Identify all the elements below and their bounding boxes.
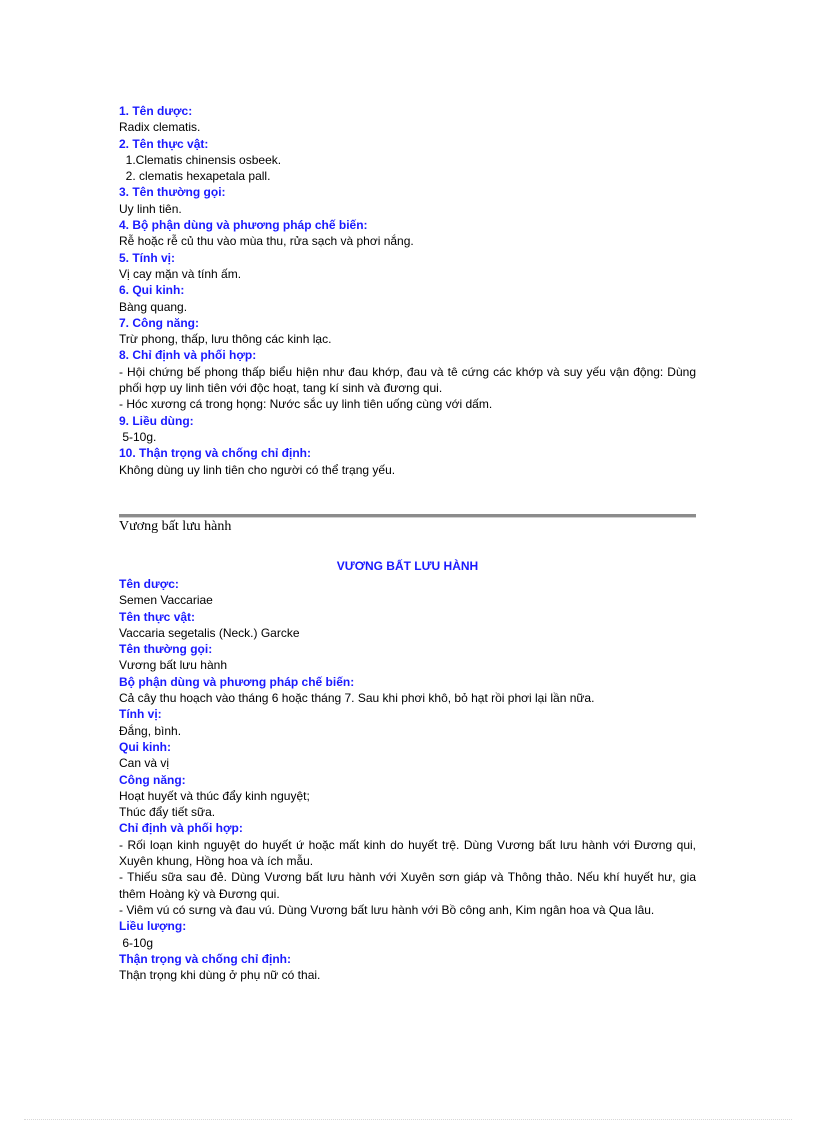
section-text: - Rối loạn kinh nguyệt do huyết ứ hoặc mất kinh do huyết trệ. Dùng Vương bất lưu hành với Đương qui, Xuyên khung, Hồng hoa và ích mẫu. [119,837,696,869]
section-text: Vị cay mặn và tính ấm. [119,266,242,281]
section-heading: Tên thường gọi: [119,642,213,657]
section-text: 5-10g. [119,429,157,444]
section-text: Uy linh tiên. [119,201,182,216]
section-heading: Liều lượng: [119,919,187,934]
section-text: Vaccaria segetalis (Neck.) Garcke [119,625,300,640]
section-heading: Tính vị: [119,707,162,722]
section-text: Rễ hoặc rễ củ thu vào mùa thu, rửa sạch và phơi nắng. [119,234,414,249]
section-heading: Thận trọng và chống chỉ định: [119,951,291,966]
section-heading: 8. Chỉ định và phối hợp: [119,348,257,363]
section-heading: 9. Liều dùng: [119,413,194,428]
section-text: Thận trọng khi dùng ở phụ nữ có thai. [119,968,321,983]
section-heading: Chỉ định và phối hợp: [119,821,243,836]
section-heading: Qui kinh: [119,739,171,754]
horizontal-rule [119,514,696,518]
section-heading: Tên thực vật: [119,609,196,624]
section-text: Cả cây thu hoạch vào tháng 6 hoặc tháng 7. Sau khi phơi khô, bỏ hạt rồi phơi lại lần nữa. [119,691,595,706]
section-heading: 5. Tính vị: [119,250,176,265]
section-text: Semen Vaccariae [119,593,213,608]
section-heading: 7. Công năng: [119,315,199,330]
section-heading: 1. Tên dược: [119,104,193,118]
section-heading: 10. Thận trọng và chống chỉ định: [119,446,312,461]
section-text: Hoạt huyết và thúc đẩy kinh nguyệt; [119,788,310,803]
section-text: Không dùng uy linh tiên cho người có thể trạng yếu. [119,462,396,477]
section-text: Radix clematis. [119,120,201,135]
section-heading: Tên dược: [119,577,179,591]
section-text: Can và vị [119,756,170,771]
section-text: Bàng quang. [119,299,188,314]
footer-dotted-line [24,1119,792,1120]
section-text: - Hội chứng bế phong thấp biểu hiện như đau khớp, đau và tê cứng các khớp và suy yếu vận động: Dùng phối hợp uy linh tiên với độc hoạt, tang kí sinh và đương qui. [119,364,696,396]
article-caption: Vương bất lưu hành [119,519,232,534]
section-heading: 3. Tên thường gọi: [119,185,226,200]
section-text: Đắng, bình. [119,723,182,738]
section-text: - Viêm vú có sưng và đau vú. Dùng Vương bất lưu hành với Bồ công anh, Kim ngân hoa và Qua lâu. [119,902,655,917]
monograph-vuong-bat-luu-hanh [119,558,696,983]
section-heading: Công năng: [119,772,186,787]
section-text: Thúc đẩy tiết sữa. [119,805,216,820]
section-text: 2. clematis hexapetala pall. [119,169,271,184]
section-heading: 6. Qui kinh: [119,283,185,298]
section-text: Vương bất lưu hành [119,658,228,673]
section-heading: 2. Tên thực vật: [119,136,209,151]
section-text: 1.Clematis chinensis osbeek. [119,152,282,167]
section-text: Trừ phong, thấp, lưu thông các kinh lạc. [119,332,332,347]
section-text: 6-10g [119,935,154,950]
section-heading: Bộ phận dùng và phương pháp chế biến: [119,674,355,689]
monograph-uy-linh-tien [119,103,696,478]
article-title: VƯƠNG BẤT LƯU HÀNH [336,559,479,573]
section-text: - Hóc xương cá trong họng: Nước sắc uy linh tiên uống cùng với dấm. [119,397,493,412]
section-text: - Thiếu sữa sau đẻ. Dùng Vương bất lưu hành với Xuyên sơn giáp và Thông thảo. Nếu khí huyết hư, gia thêm Hoàng kỳ và Đương qui. [119,870,696,901]
section-heading: 4. Bộ phận dùng và phương pháp chế biến: [119,218,368,233]
